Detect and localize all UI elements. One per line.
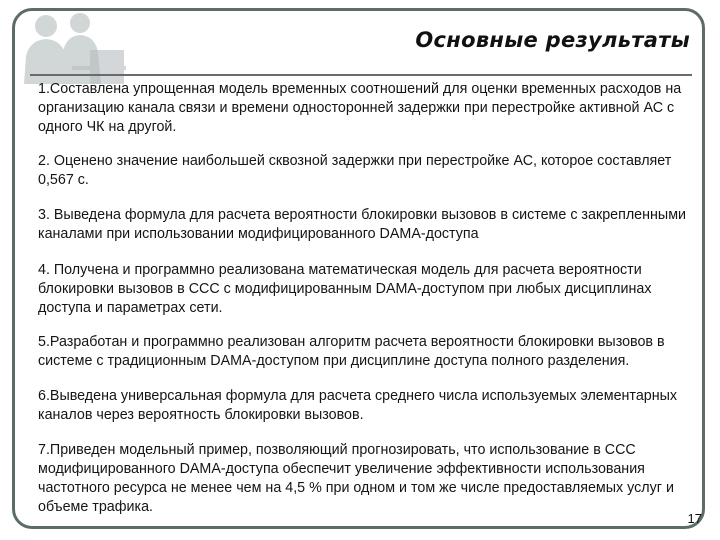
result-item-7: 7.Приведен модельный пример, позволяющий прогнозировать, что использование в ССС модифицированного DAMA-доступа обеспечит увеличение эффективности использования частотного ресурса не менее чем на 4,5 % при одном и том же числе предоставляемых услуг и объеме трафика. [38, 442, 674, 515]
result-item-2: 2. Оценено значение наибольшей сквозной задержки при перестройке АС, которое составляет 0,567 с. [38, 153, 672, 188]
page-number: 17 [687, 511, 702, 526]
slide-title: Основные результаты [415, 28, 690, 52]
result-item-3: 3. Выведена формула для расчета вероятности блокировки вызовов в системе с закрепленными каналами при использовании модифицированного DAMA-доступа [38, 207, 687, 242]
people-silhouette-logo [16, 10, 126, 84]
result-item-4: 4. Получена и программно реализована математическая модель для расчета вероятности блокировки вызовов в ССС с модифицированным DAMA-доступом при любых дисциплинах доступа и параметрах сети. [38, 262, 652, 316]
result-item-1: 1.Составлена упрощенная модель временных соотношений для оценки временных расходов на организацию канала связи и времени односторонней задержки при перестройке активной АС с одного ЧК на другой. [38, 81, 682, 135]
result-item-5: 5.Разработан и программно реализован алгоритм расчета вероятности блокировки вызовов в системе с традиционным DAMA-доступом при дисциплине доступа полного разделения. [38, 334, 665, 369]
result-item-6: 6.Выведена универсальная формула для расчета среднего числа используемых элементарных каналов через вероятность блокировки вызовов. [38, 388, 678, 423]
title-divider [30, 74, 692, 76]
